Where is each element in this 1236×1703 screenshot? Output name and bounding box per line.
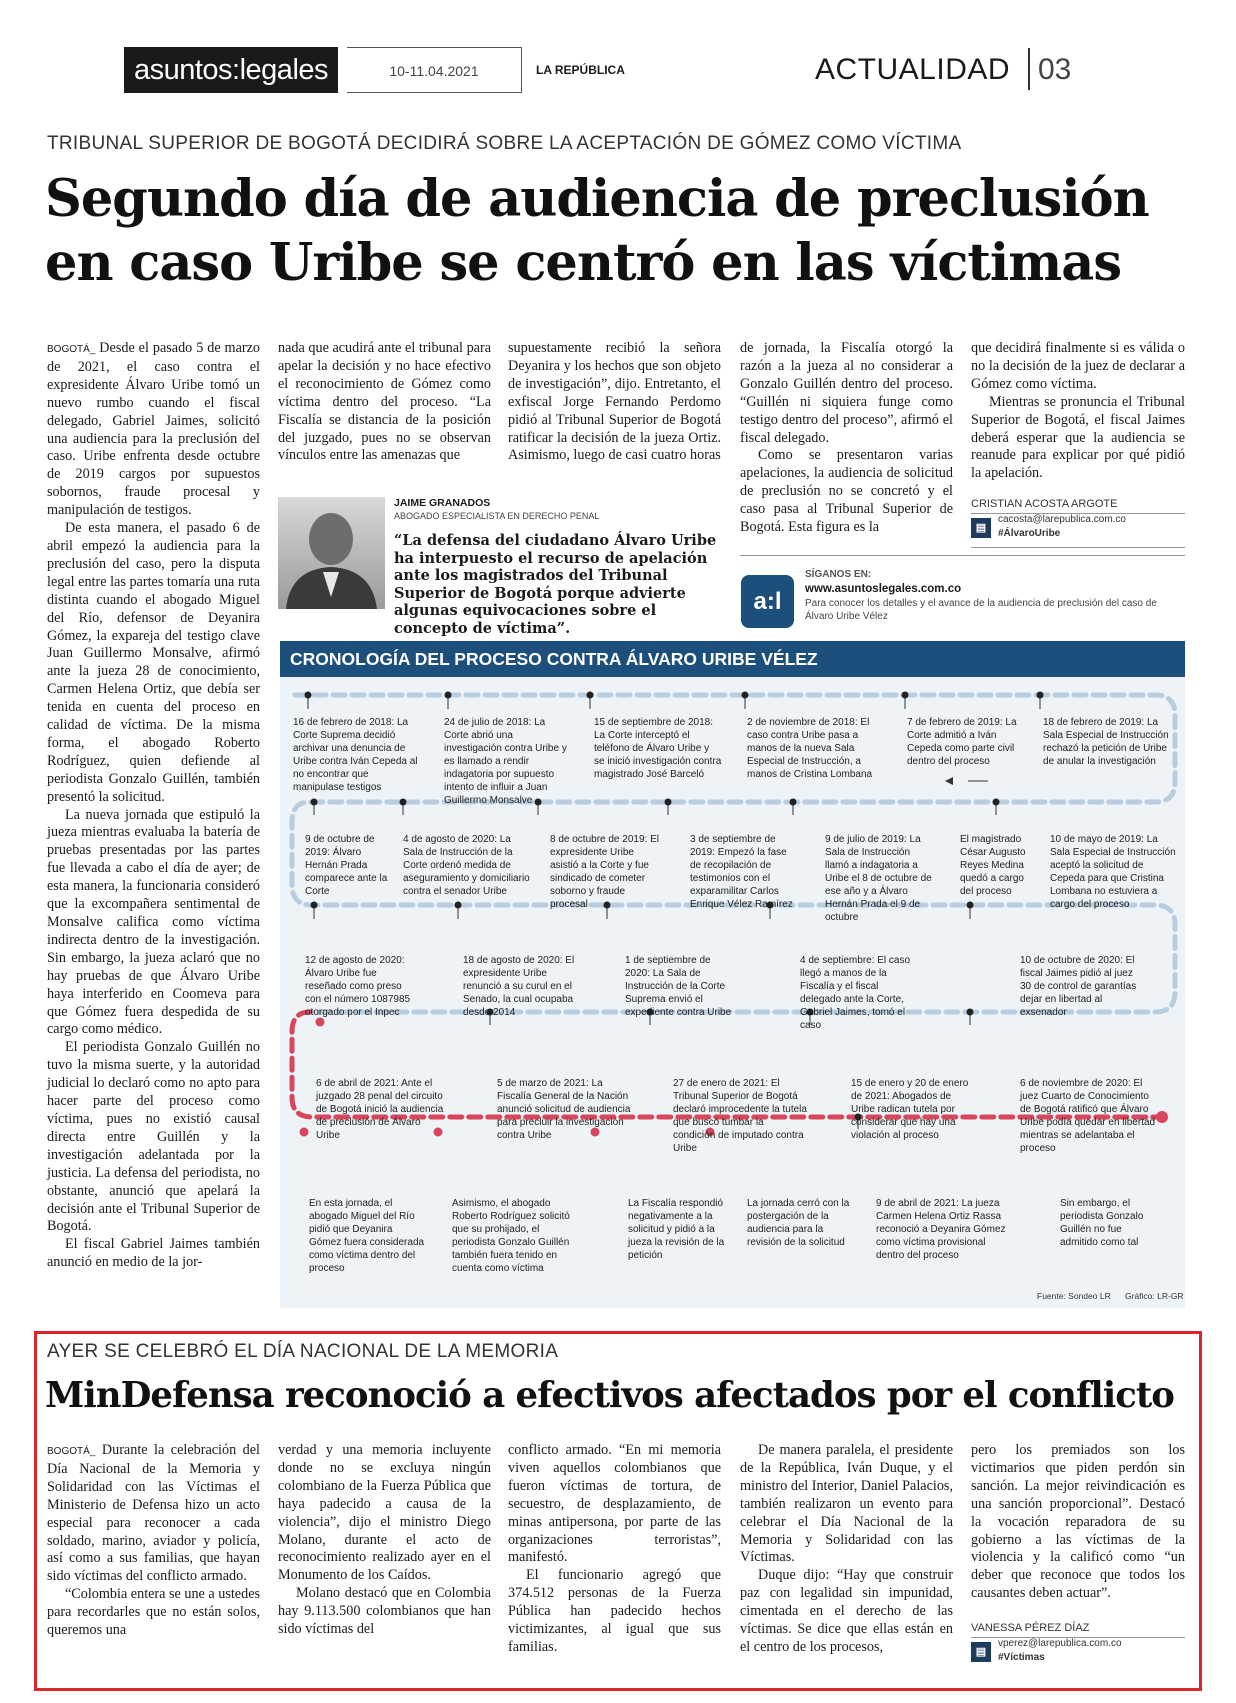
timeline-event: 8 de octubre de 2019: El expresidente Uribe asistió a la Corte y fue sindicado de cometer soborno y fraude procesal xyxy=(550,834,659,910)
timeline-event: 15 de septiembre de 2018: La Corte interceptó el teléfono de Álvaro Uribe y se inició investigación contra magistrado José Barceló xyxy=(594,717,722,780)
paragraph: Como se presentaron varias apelaciones, la audiencia de solicitud de preclusión no se concretó y el caso pasa al Tribunal Superior de Bogotá. Esta figura es la xyxy=(740,447,953,536)
timeline-event: 15 de enero y 20 de enero de 2021: Abogados de Uribe radican tutela por considerar que hay una violación al proceso xyxy=(851,1078,969,1141)
dateline: BOGOTÁ_ xyxy=(47,1446,96,1457)
main-column-5 xyxy=(971,340,1185,483)
paragraph: Molano destacó que en Colombia hay 9.113.500 colombianos que han sido víctimas del xyxy=(278,1585,491,1638)
timeline-source: Fuente: Sondeo LR xyxy=(1037,1291,1111,1301)
timeline-event: 10 de octubre de 2020: El fiscal Jaimes pidió al juez 30 de control de garantías dejar en libertad al exsenador xyxy=(1020,955,1137,1018)
second-column-2 xyxy=(278,1442,491,1639)
paragraph: De esta manera, el pasado 6 de abril empezó la audiencia para la preclusión del caso, pero la disputa legal entre las partes tomaría una ruta distinta cuando el abogado Miguel del Río, defensor de Deyanira Gómez, la expareja del testigo clave Juan Guillermo Monsalve, afirmó ante la jueza 28 de conocimiento, Carmen Helena Ortiz, que debía ser tenida en cuenta del proceso en calidad de víctima. De la misma forma, el abogado Roberto Rodríguez, quien defiende al periodista Gonzalo Guillén, también presentó la solicitud. xyxy=(47,520,260,805)
issue-date: 10-11.04.2021 xyxy=(347,47,522,93)
timeline-event: 5 de marzo de 2021: La Fiscalía General de la Nación anunció solicitud de audiencia para precluir la investigación contra Uribe xyxy=(497,1078,631,1141)
paragraph: Mientras se pronuncia el Tribunal Superior de Bogotá, el fiscal Jaimes deberá esperar que la audiencia se reanude para explicar por qué pidió la apelación. xyxy=(971,393,1185,482)
paragraph: nada que acudirá ante el tribunal para apelar la decisión y no hace efectivo el reconocimiento de Gómez como víctima dentro del proceso. “La Fiscalía se distancia de la posición del juzgado, pues no se observan vínculos entre las amenazas que xyxy=(278,340,491,464)
section-divider xyxy=(1028,48,1030,90)
timeline-event: Asimismo, el abogado Roberto Rodríguez solicitó que su prohijado, el periodista Gonzalo Guillén también fuera tenido en cuenta como víctima xyxy=(452,1198,570,1274)
section-title: ACTUALIDAD xyxy=(815,53,1011,86)
timeline-event: 3 de septiembre de 2019: Empezó la fase de recopilación de testimonios con el exparamilitar Carlos Enrique Vélez Ramírez xyxy=(690,834,793,910)
timeline-event: 4 de agosto de 2020: La Sala de Instrucción de la Corte ordenó medida de aseguramiento y domiciliario contra el senador Uribe xyxy=(403,834,530,897)
paragraph: El fiscal Gabriel Jaimes también anunció en medio de la jor- xyxy=(47,1236,260,1271)
follow-url[interactable]: www.asuntoslegales.com.co xyxy=(805,583,962,595)
paragraph: pero los premiados son los victimarios que piden perdón sin sanción. La mejor reivindicación es una sanción proporcional”. Destacó la vocación reparadora de su gobierno a las víctimas de la violencia y la calificó como “un deber que reconoce que todos los causantes deben actuar”. xyxy=(971,1442,1185,1602)
main-kicker: TRIBUNAL SUPERIOR DE BOGOTÁ DECIDIRÁ SOBRE LA ACEPTACIÓN DE GÓMEZ COMO VÍCTIMA xyxy=(47,133,962,154)
timeline-event: 6 de abril de 2021: Ante el juzgado 28 penal del circuito de Bogotá inició la audiencia de preclusión de Álvaro Uribe xyxy=(316,1078,444,1141)
brand-logo: asuntos:legales xyxy=(124,47,338,93)
timeline-event: El magistrado César Augusto Reyes Medina quedó a cargo del proceso xyxy=(960,834,1026,897)
main-column-4 xyxy=(740,340,953,537)
person-silhouette-icon xyxy=(278,497,385,609)
author-byline: CRISTIAN ACOSTA ARGOTE xyxy=(971,498,1118,510)
quote-author-role: ABOGADO ESPECIALISTA EN DERECHO PENAL xyxy=(394,511,600,521)
timeline-event: 12 de agosto de 2020: Álvaro Uribe fue reseñado como preso con el número 1087985 otorgado por el Inpec xyxy=(305,955,411,1018)
dateline: BOGOTÁ_ xyxy=(47,344,96,355)
page-number: 03 xyxy=(1038,53,1072,86)
paragraph: Duque dijo: “Hay que construir paz con legalidad sin impunidad, cimentada en el derecho de las víctimas. Se dice que ellas están en el centro de los procesos, xyxy=(740,1567,953,1655)
timeline-event: 6 de noviembre de 2020: El juez Cuarto de Conocimiento de Bogotá ratificó que Álvaro Uribe podía quedar en libertad mientras se adelantaba el proceso xyxy=(1020,1078,1156,1154)
main-column-2 xyxy=(278,340,491,465)
second-column-1 xyxy=(47,1442,260,1640)
paragraph: La nueva jornada que estipuló la jueza mientras evaluaba la batería de pruebas presentadas por las partes fue llevada a cabo el día de ayer; de esta manera, la funcionaria consideró que la excompañera sentimental de Monsalve califica como víctima indirecta dentro de la investigación. Sin embargo, la jueza aclaró que no hay pruebas de que Álvaro Uribe haya interferido en Coomeva para que Gómez fuera despedida de su cargo como médico. xyxy=(47,806,260,1038)
timeline-event: 7 de febrero de 2019: La Corte admitió a Iván Cepeda como parte civil dentro del proceso xyxy=(907,717,1017,767)
main-headline-line-1: Segundo día de audiencia de preclusión xyxy=(45,169,1149,229)
byline-rule xyxy=(971,547,1185,548)
timeline-event: La jornada cerró con la postergación de la audiencia para la revisión de la solicitud xyxy=(747,1198,850,1248)
pull-quote: “La defensa del ciudadano Álvaro Uribe ha interpuesto el recurso de apelación ante los magistrados del Tribunal Superior de Bogotá porque advierte algunas equivocaciones sobre el concepto de víctima”. xyxy=(394,532,717,637)
follow-label: SÍGANOS EN: xyxy=(805,569,872,580)
paragraph: conflicto armado. “En mi memoria viven aquellos colombianos que fueron víctimas de tortura, de secuestro, de desplazamiento, de minas antipersona, por parte de las organizaciones terroristas”, manifestó. xyxy=(508,1442,721,1566)
timeline-title: CRONOLOGÍA DEL PROCESO CONTRA ÁLVARO URIBE VÉLEZ xyxy=(280,641,1185,677)
paragraph: de jornada, la Fiscalía otorgó la razón a la jueza al no considerar a Gonzalo Guillén dentro del proceso. “Guillén ni siquiera funge como testigo dentro del proceso”, afirmó el fiscal delegado. xyxy=(740,340,953,446)
timeline-event: 18 de agosto de 2020: El expresidente Uribe renunció a su curul en el Senado, la cual ocupaba desde 2014 xyxy=(463,955,575,1018)
hashtag[interactable]: #ÁlvaroUribe xyxy=(998,528,1061,539)
timeline-event: 16 de febrero de 2018: La Corte Suprema decidió archivar una denuncia de Uribe contra Iván Cepeda al no encontrar que manipulase testigos xyxy=(293,717,418,793)
quote-author-name: JAIME GRANADOS xyxy=(394,497,491,509)
timeline-event: La Fiscalía respondió negativamente a la solicitud y pidió a la jueza la revisión de la petición xyxy=(628,1198,725,1261)
quote-portrait-photo xyxy=(278,497,385,609)
timeline-event: 18 de febrero de 2019: La Sala Especial de Instrucción rechazó la petición de Uribe de anular la investigación xyxy=(1043,717,1169,767)
paragraph: BOGOTÁ_ Desde el pasado 5 de marzo de 2021, el caso contra el expresidente Álvaro Uribe tomó un nuevo rumbo cuando el fiscal delegado, Gabriel Jaimes, solicitó una audiencia para la preclusión del caso. Uribe enfrenta desde octubre de 2019 cargos por supuestos sobornos, fraude procesal y manipulación de testigos. xyxy=(47,340,260,519)
timeline-credit: Gráfico: LR-GR xyxy=(1125,1291,1184,1301)
paragraph: verdad y una memoria incluyente donde no se excluya ningún colombiano de la Fuerza Pública que haya padecido a causa de la violencia”, dijo el ministro Diego Molano, durante el acto de reconocimiento realizado ayer en el Monumento de los Caídos. xyxy=(278,1442,491,1584)
paragraph: El periodista Gonzalo Guillén no tuvo la misma suerte, y la autoridad judicial lo declaró como no apto para hacer parte del proceso como víctima, pues no existió causal directa entre Guillén y la investigación adelantada por la justicia. La defensa del periodista, no obstante, anunció que apelará la decisión ante el Tribunal Superior de Bogotá. xyxy=(47,1039,260,1235)
newspaper-name: LA REPÚBLICA xyxy=(536,63,625,77)
author-email[interactable]: vperez@larepublica.com.co xyxy=(998,1638,1122,1649)
timeline-event: 9 de julio de 2019: La Sala de Instrucción llamó a indagatoria a Uribe el 8 de octubre de ese año y a Álvaro Hernán Prada el 9 de octubre xyxy=(825,834,932,923)
second-column-3 xyxy=(508,1442,721,1657)
paragraph: que decidirá finalmente si es válida o no la decisión de la juez de declarar a Gómez como víctima. xyxy=(971,340,1185,392)
hashtag[interactable]: #Víctimas xyxy=(998,1652,1045,1663)
timeline-event: Sin embargo, el periodista Gonzalo Guillén no fue admitido como tal xyxy=(1060,1198,1144,1248)
timeline-event: 4 de septiembre: El caso llegó a manos de la Fiscalía y el fiscal delegado ante la Corte, Gabriel Jaimes, tomó el caso xyxy=(800,955,911,1031)
timeline-event: 10 de mayo de 2019: La Sala Especial de Instrucción aceptó la solicitud de Cepeda para que Cristina Lombana no estuviera a cargo del proceso xyxy=(1050,834,1176,910)
second-headline: MinDefensa reconoció a efectivos afectados por el conflicto xyxy=(45,1375,1174,1416)
timeline-event: 9 de abril de 2021: La jueza Carmen Helena Ortiz Rassa reconoció a Deyanira Gómez como víctima provisional dentro del proceso xyxy=(876,1198,1006,1261)
follow-description: Para conocer los detalles y el avance de la audiencia de preclusión del caso de Álvaro Uribe Vélez xyxy=(805,598,1157,622)
timeline-event: 2 de noviembre de 2018: El caso contra Uribe pasa a manos de la nueva Sala Especial de Instrucción, a manos de Cristina Lombana xyxy=(747,717,873,780)
timeline-event: 9 de octubre de 2019: Álvaro Hernán Prada comparece ante la Corte xyxy=(305,834,388,897)
author-byline: VANESSA PÉREZ DÍAZ xyxy=(971,1622,1090,1634)
timeline-event: En esta jornada, el abogado Miguel del Río pidió que Deyanira Gómez fuera considerada como víctima dentro del proceso xyxy=(309,1198,425,1274)
second-column-4 xyxy=(740,1442,953,1657)
paragraph: “Colombia entera se une a ustedes para recordarles que no están solos, queremos una xyxy=(47,1586,261,1639)
main-column-3 xyxy=(508,340,721,465)
timeline-event: 1 de septiembre de 2020: La Sala de Instrucción de la Corte Suprema envió el expediente contra Uribe xyxy=(625,955,732,1018)
second-kicker: AYER SE CELEBRÓ EL DÍA NACIONAL DE LA MEMORIA xyxy=(47,1341,559,1362)
author-email[interactable]: cacosta@larepublica.com.co xyxy=(998,514,1126,525)
lr-logo-icon: ▤ xyxy=(971,518,991,538)
paragraph: El funcionario agregó que 374.512 personas de la Fuerza Pública han padecido hechos victimizantes, al igual que sus familias. xyxy=(508,1567,721,1655)
timeline-event: 24 de julio de 2018: La Corte abrió una investigación contra Uribe y es llamado a rendir indagatoria por supuesto intento de influir a Juan Guillermo Monsalve xyxy=(444,717,567,806)
paragraph: BOGOTÁ_ Durante la celebración del Día Nacional de la Memoria y Solidaridad con las Víctimas el Ministerio de Defensa hizo un acto especial para reconocer a cada soldado, marino, aviador y policía, así como a sus familias, que hayan sido víctimas del conflicto armado. xyxy=(47,1442,260,1585)
paragraph: De manera paralela, el presidente de la República, Iván Duque, y el ministro del Interior, Daniel Palacios, también realizaron un evento para celebrar el Día Nacional de la Memoria y Solidaridad con las Víctimas. xyxy=(740,1442,953,1566)
paragraph: supuestamente recibió la señora Deyanira y los hechos que son objeto de investigación”, dijo. Entretanto, el exfiscal Jorge Fernando Perdomo pidió al Tribunal Superior de Bogotá ratificar la decisión de la jueza Ortiz. Asimismo, luego de casi cuatro horas xyxy=(508,340,721,464)
second-column-5 xyxy=(971,1442,1185,1603)
lr-logo-icon: ▤ xyxy=(971,1642,991,1662)
asuntos-legales-logo: a:l xyxy=(741,575,794,628)
main-headline-line-2: en caso Uribe se centró en las víctimas xyxy=(45,233,1122,293)
main-column-1 xyxy=(47,340,260,1272)
follow-rule xyxy=(740,555,1185,556)
timeline-event: 27 de enero de 2021: El Tribunal Superior de Bogotá declaró improcedente la tutela que buscó tumbar la condición de imputado contra Uribe xyxy=(673,1078,807,1154)
